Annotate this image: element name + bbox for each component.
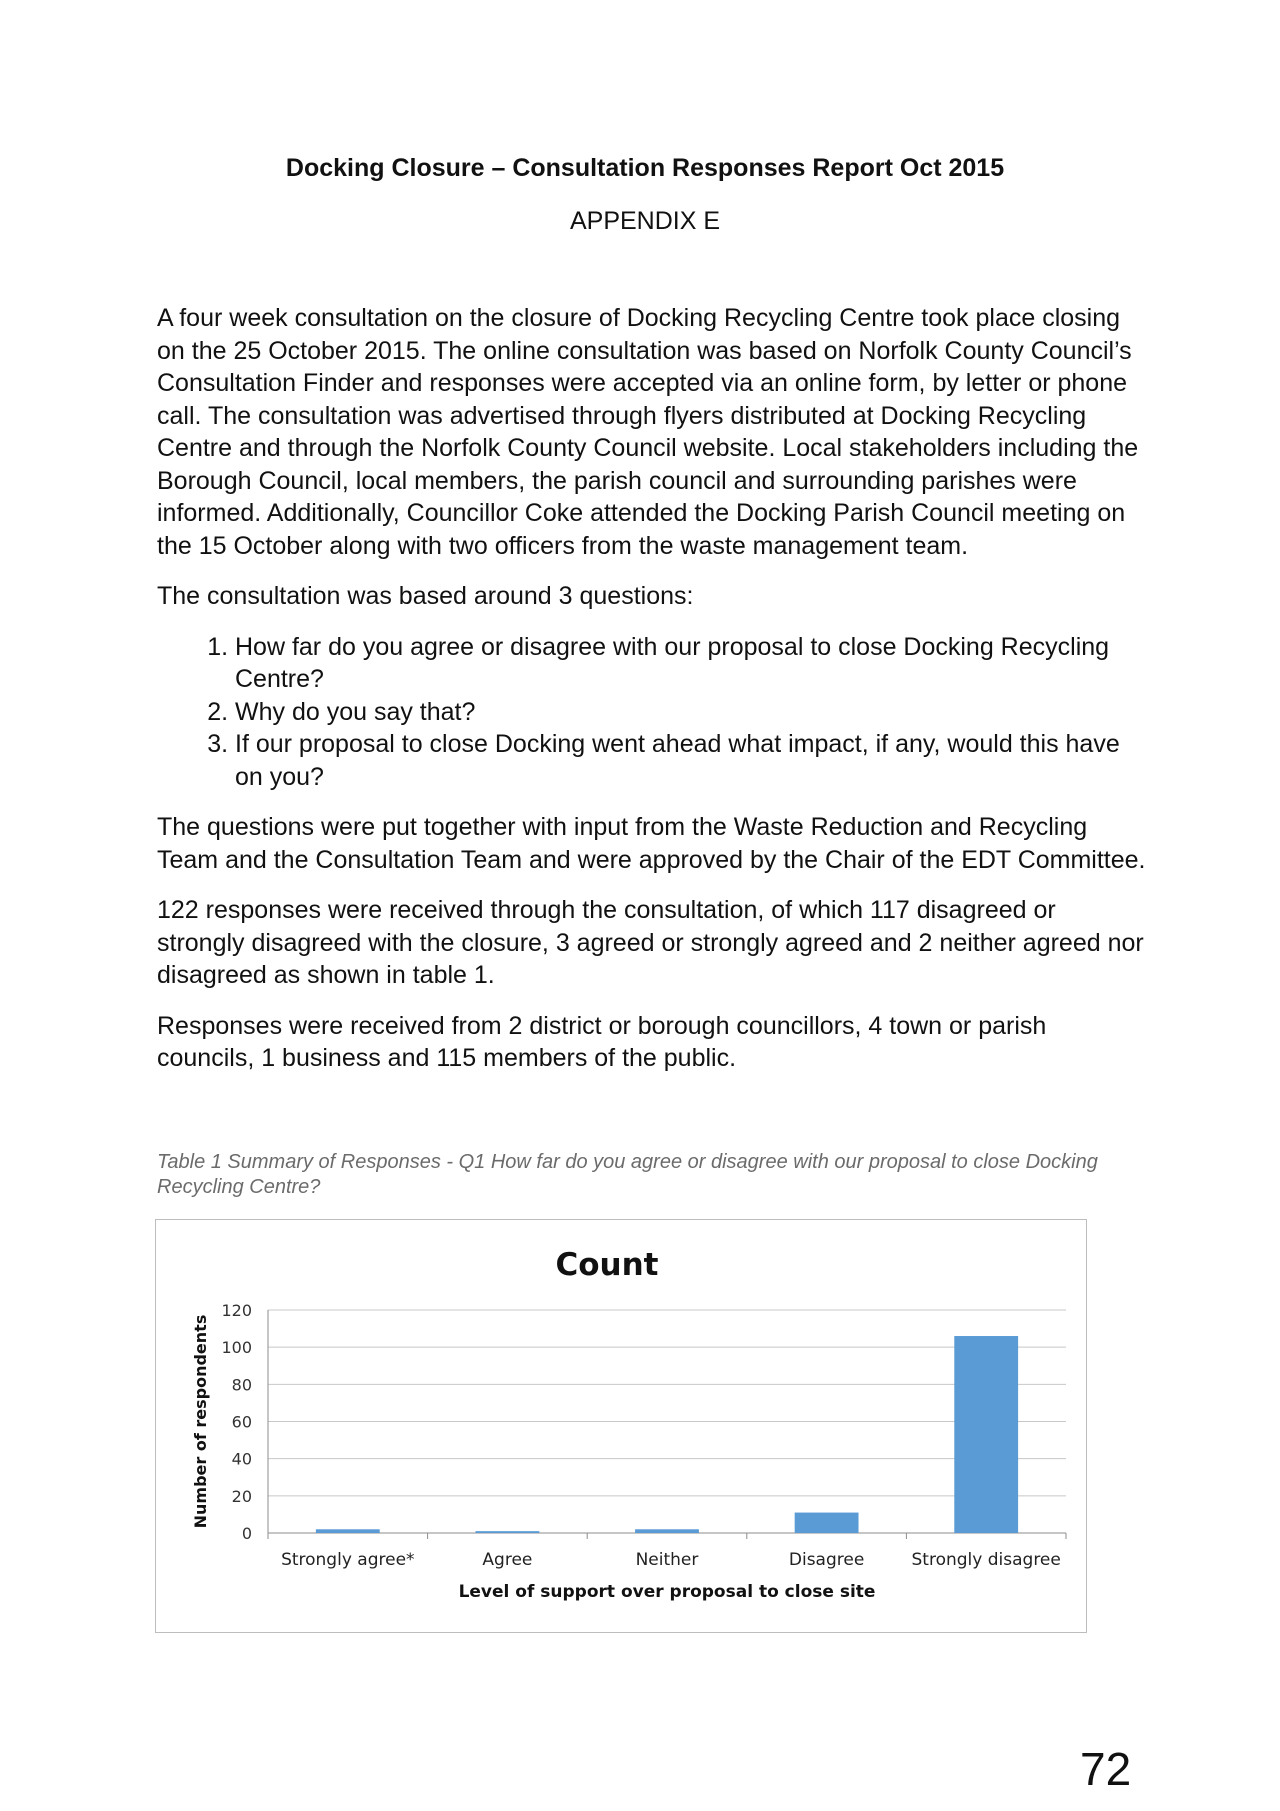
appendix-label: APPENDIX E <box>569 207 721 235</box>
questions-origin-paragraph: The questions were put together with input from the Waste Reduction and Recycling Team and the Consultation Team and were approved by the Chair of the EDT Committee. <box>157 813 1146 874</box>
bar <box>475 1531 539 1533</box>
x-category-label: Neither <box>635 1550 699 1570</box>
responses-summary-paragraph: 122 responses were received through the consultation, of which 117 disagreed or strongly disagreed with the closure, 3 agreed or strongly agreed and 2 neither agreed nor disagreed as shown in table 1. <box>157 896 1144 989</box>
x-category-label: Disagree <box>788 1550 865 1570</box>
question-item: 2. Why do you say that? <box>235 696 1147 729</box>
document-body <box>157 302 1147 1093</box>
table-caption: Table 1 Summary of Responses - Q1 How far do you agree or disagree with our proposal to close Docking Recycling Centre? <box>157 1151 1098 1198</box>
questions-list <box>157 631 1147 794</box>
bar <box>795 1513 859 1533</box>
document-title: Docking Closure – Consultation Responses Report Oct 2015 <box>285 154 1005 182</box>
y-tick-label: 40 <box>231 1449 252 1469</box>
x-axis-title: Level of support over proposal to close site <box>458 1582 876 1602</box>
x-category-label: Strongly agree* <box>281 1550 415 1570</box>
x-category-label: Agree <box>482 1550 533 1570</box>
y-axis-title: Number of respondents <box>191 1314 210 1529</box>
page-number: 72 <box>1080 1743 1132 1795</box>
y-tick-label: 120 <box>221 1301 252 1320</box>
y-tick-label: 80 <box>231 1375 252 1395</box>
bar <box>635 1529 699 1533</box>
bar <box>954 1336 1018 1533</box>
chart-title: Count <box>555 1247 659 1283</box>
question-item: 3. If our proposal to close Docking went ahead what impact, if any, would this have on you? <box>235 728 1147 793</box>
intro-paragraph: A four week consultation on the closure of Docking Recycling Centre took place closing on the 25 October 2015. The online consultation was based on Norfolk County Council’s Consultation Finder and responses were accepted via an online form, by letter or phone call. The consultation was advertised through flyers distributed at Docking Recycling Centre and through the Norfolk County Council website. Local stakeholders including the Borough Council, local members, the parish council and surrounding parishes were informed. Additionally, Councillor Coke attended the Docking Parish Council meeting on the 15 October along with two officers from the waste management team. <box>157 304 1139 560</box>
bar <box>316 1529 380 1533</box>
responses-chart <box>155 1219 1087 1633</box>
y-tick-label: 0 <box>241 1524 252 1543</box>
respondents-paragraph: Responses were received from 2 district or borough councillors, 4 town or parish councils, 1 business and 115 members of the public. <box>157 1011 1047 1072</box>
y-tick-label: 60 <box>231 1412 252 1432</box>
x-category-label: Strongly disagree <box>911 1550 1061 1570</box>
y-tick-label: 20 <box>231 1486 252 1506</box>
question-item: 1. How far do you agree or disagree with our proposal to close Docking Recycling Centre? <box>235 631 1147 696</box>
questions-intro: The consultation was based around 3 questions: <box>157 582 694 610</box>
y-tick-label: 100 <box>221 1338 252 1358</box>
bar-chart-svg <box>156 1220 1088 1634</box>
